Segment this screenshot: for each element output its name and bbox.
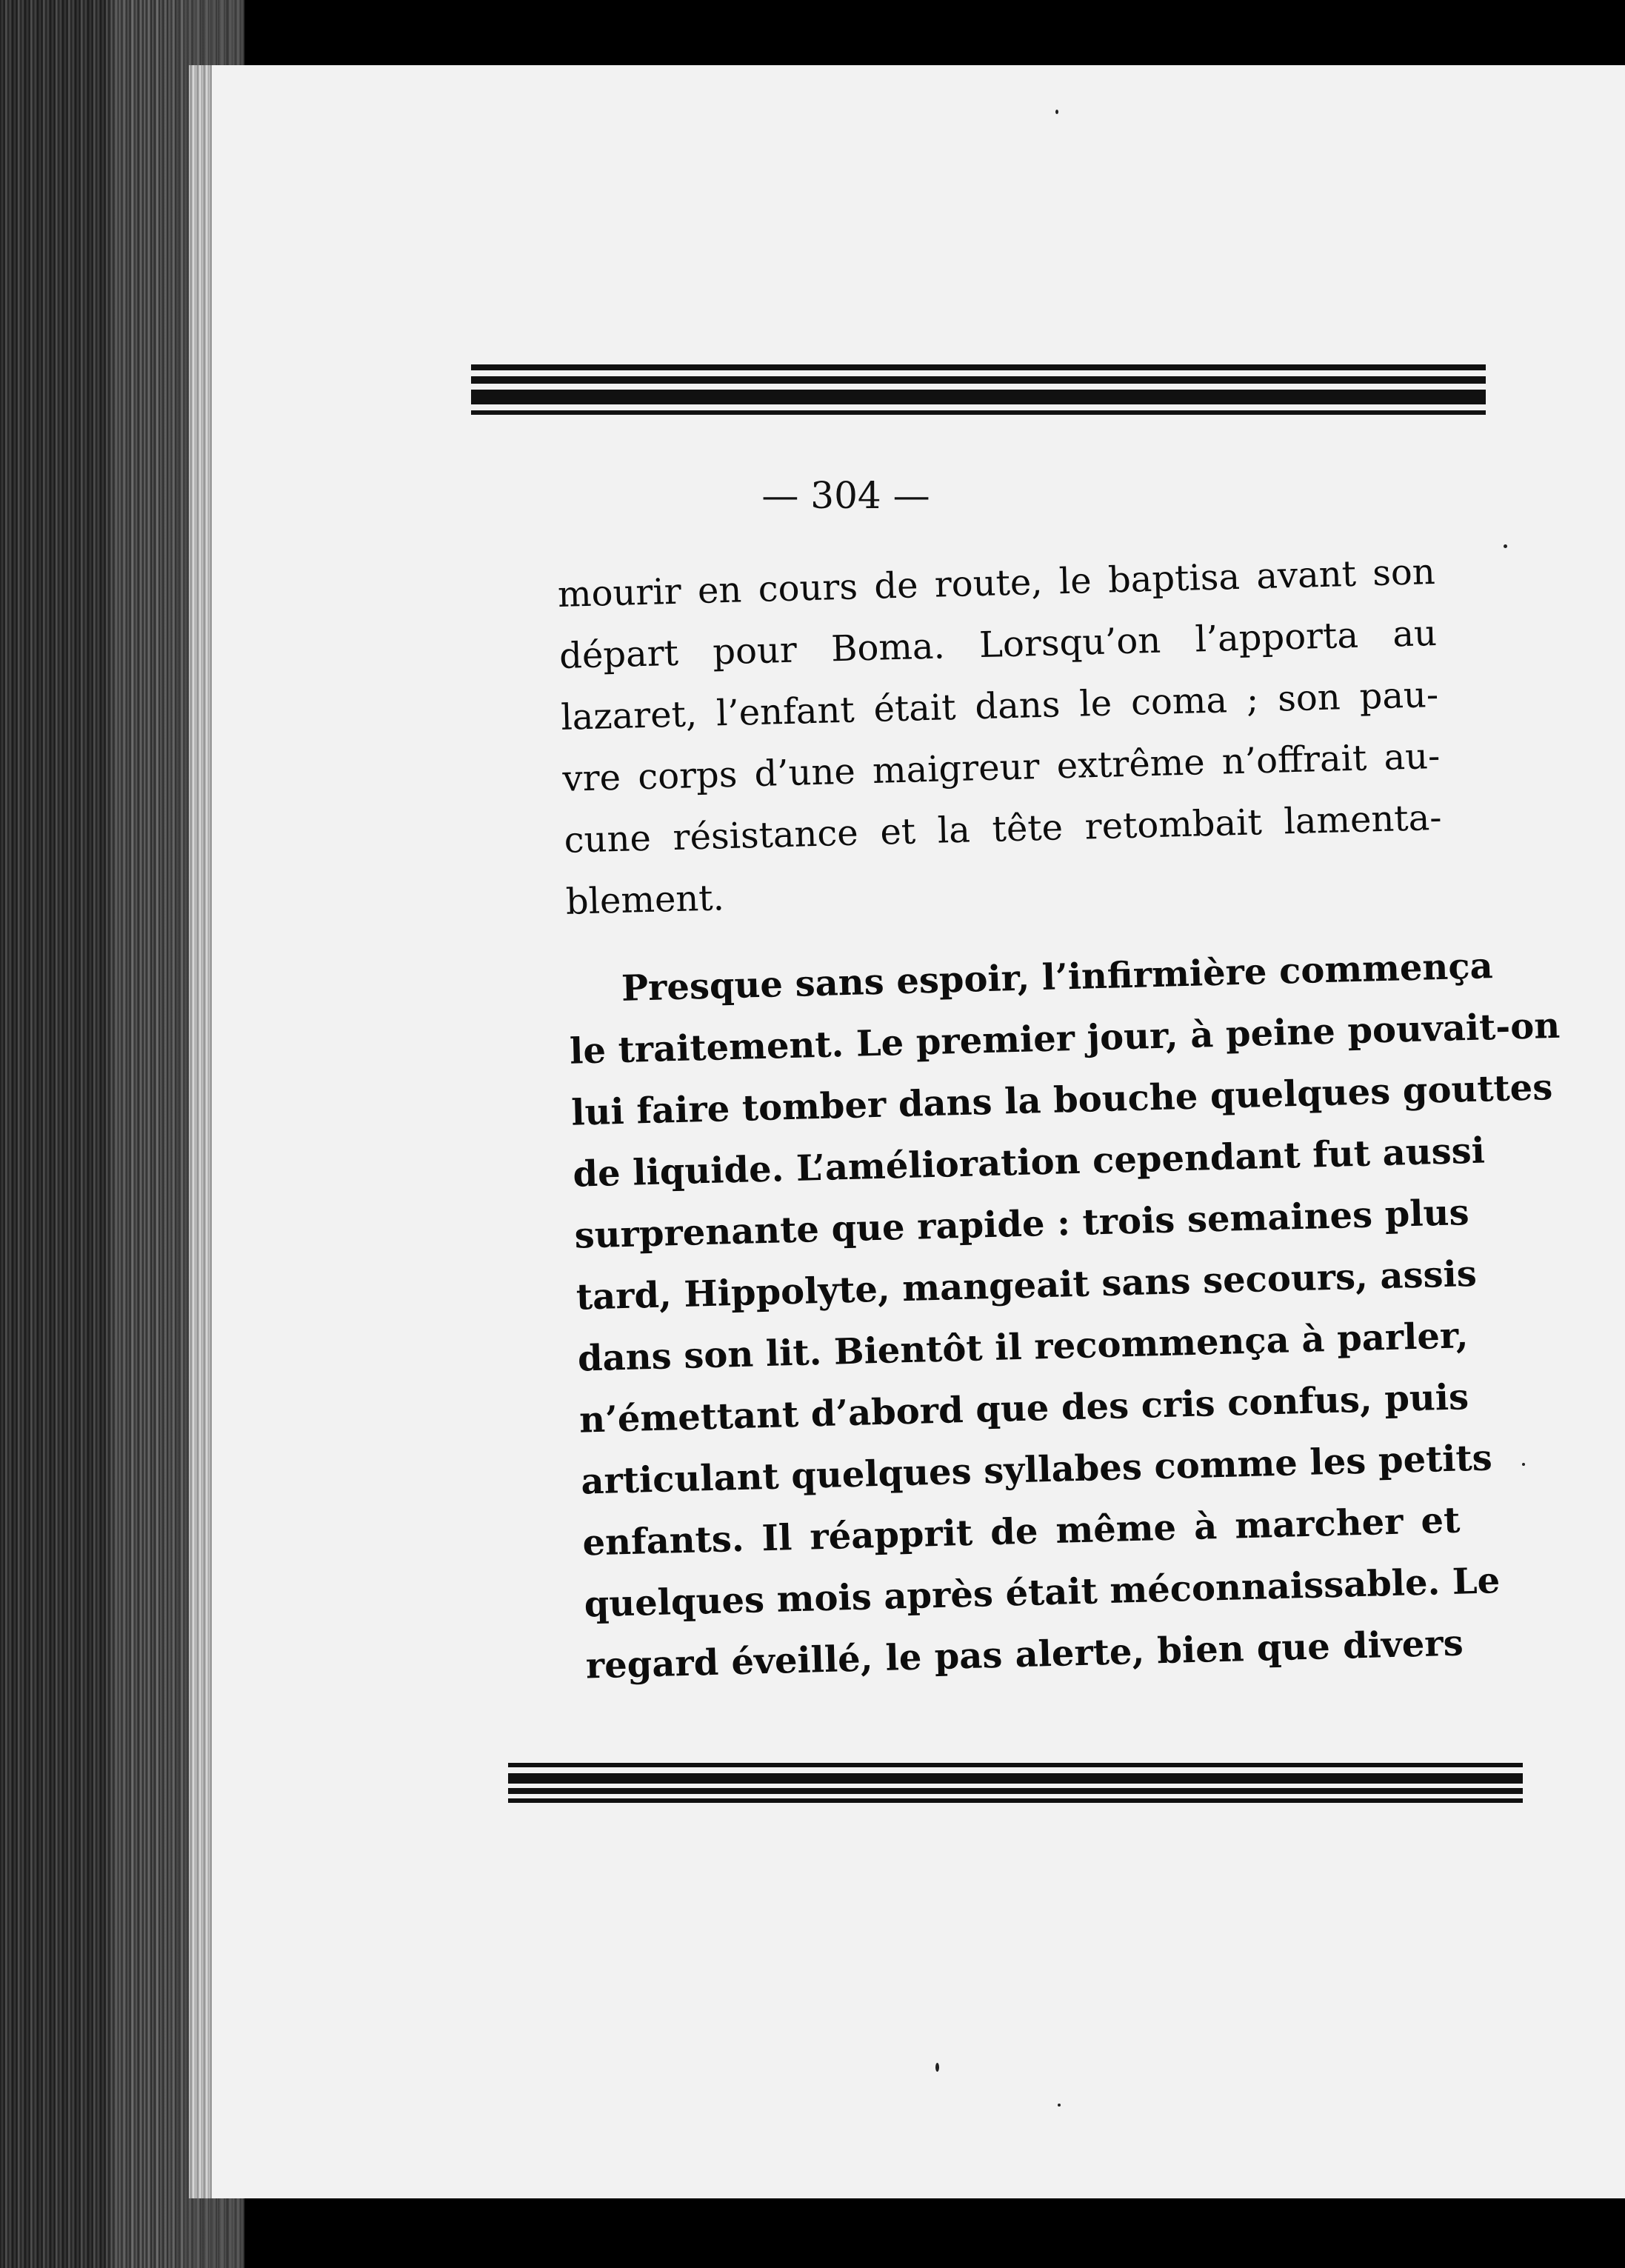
top-rule: [471, 410, 1486, 415]
text-line: vre corps d’une maigreur extrême n’offrait au-: [561, 735, 1441, 800]
top-rule: [471, 364, 1486, 370]
dust-speck: [1504, 544, 1507, 548]
dust-speck: [1055, 110, 1058, 114]
bottom-rule: [508, 1798, 1523, 1803]
text-line: lui faire tomber dans la bouche quelques gouttes: [570, 1067, 1553, 1134]
paragraph-2: [567, 937, 1561, 1698]
paragraph-1: [557, 541, 1444, 933]
dust-speck: [1058, 2104, 1061, 2107]
text-line: blement.: [565, 877, 725, 923]
text-line: de liquide. L’amélioration cependant fut aussi: [572, 1130, 1486, 1195]
text-line: cune résistance et la tête retombait lamenta-: [564, 796, 1443, 861]
top-rule: [471, 376, 1486, 384]
top-rule: [471, 390, 1486, 404]
dust-speck: [935, 2063, 939, 2072]
text-line: articulant quelques syllabes comme les petits: [580, 1437, 1493, 1503]
text-line: tard, Hippolyte, mangeait sans secours, assis: [575, 1253, 1478, 1318]
dust-speck: [1522, 1463, 1525, 1466]
body-text: [557, 541, 1561, 1697]
text-line: n’émettant d’abord que des cris confus, puis: [578, 1376, 1469, 1441]
text-line: départ pour Boma. Lorsqu’on l’apporta au: [558, 612, 1438, 677]
text-line: le traitement. Le premier jour, à peine pouvait-on: [569, 1004, 1561, 1073]
text-line: lazaret, l’enfant était dans le coma ; son pau-: [560, 673, 1439, 738]
text-line: enfants. Il réapprit de même à marcher et: [581, 1499, 1461, 1564]
text-line: regard éveillé, le pas alerte, bien que divers: [585, 1622, 1464, 1687]
text-line: dans son lit. Bientôt il recommença à parler,: [577, 1315, 1469, 1380]
bottom-rule: [508, 1763, 1523, 1767]
bottom-rule: [508, 1788, 1523, 1794]
page-number: — 304 —: [761, 474, 930, 517]
bottom-rule: [508, 1773, 1523, 1784]
text-line: Presque sans espoir, l’infirmière commença: [621, 945, 1494, 1010]
text-line: surprenante que rapide : trois semaines plus: [574, 1192, 1470, 1257]
text-line: mourir en cours de route, le baptisa avant son: [557, 550, 1436, 616]
text-line: quelques mois après était méconnaissable. Le: [584, 1560, 1501, 1626]
